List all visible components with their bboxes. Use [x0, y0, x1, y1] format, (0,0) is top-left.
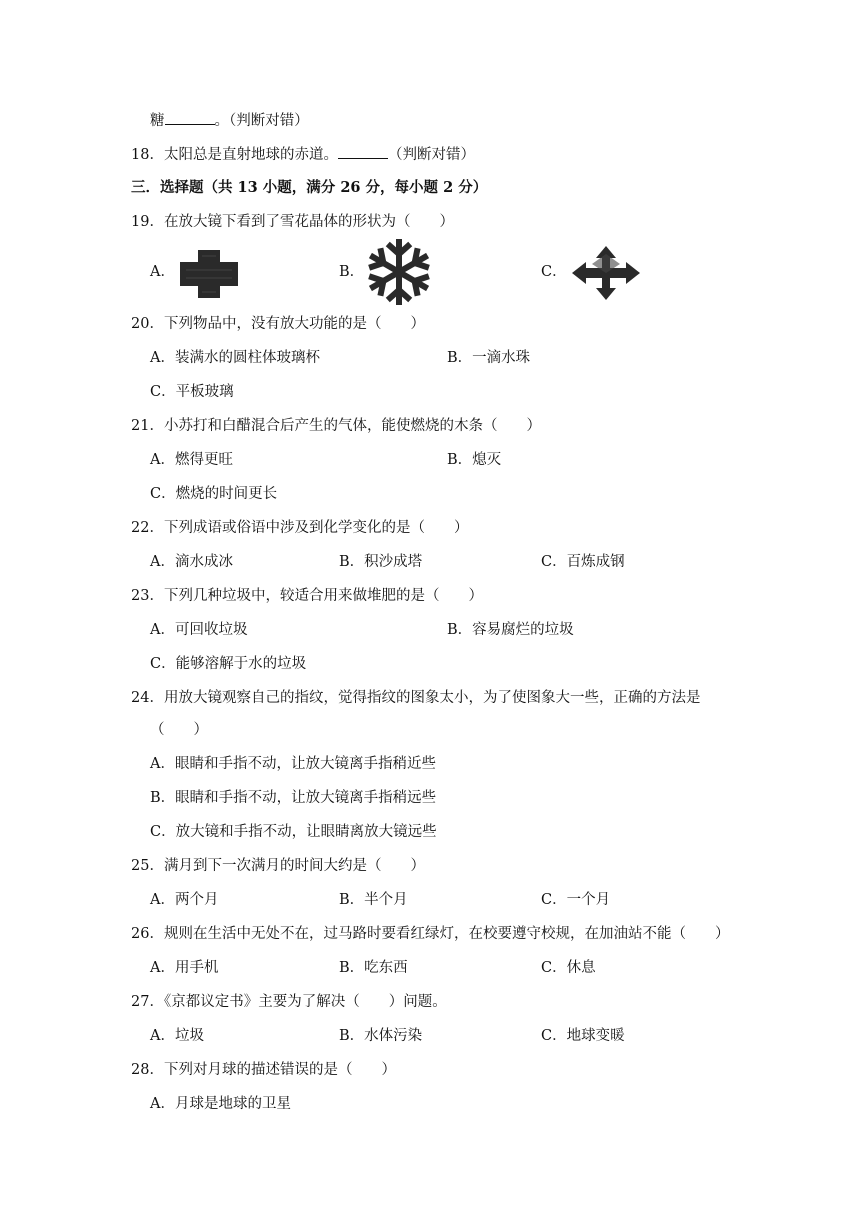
q26-option-b[interactable]: B．吃东西: [339, 960, 408, 976]
section-heading: 三．选择题（共 13 小题，满分 26 分，每小题 2 分）: [131, 179, 488, 196]
q19-option-a-label[interactable]: A．: [150, 264, 175, 280]
question-24: 24．用放大镜观察自己的指纹，觉得指纹的图象太小，为了使图象大一些，正确的方法是: [131, 690, 701, 706]
q21-option-b[interactable]: B．熄灭: [447, 452, 502, 468]
question-24-paren: （ ）: [150, 722, 208, 738]
q24-option-b[interactable]: B．眼睛和手指不动，让放大镜离手指稍远些: [150, 790, 437, 806]
q21-option-a[interactable]: A．燃得更旺: [150, 452, 233, 468]
q23-option-a[interactable]: A．可回收垃圾: [150, 622, 248, 638]
question-23: 23．下列几种垃圾中，较适合用来做堆肥的是（ ）: [131, 588, 483, 604]
q22-option-b[interactable]: B．积沙成塔: [339, 554, 423, 570]
question-21: 21．小苏打和白醋混合后产生的气体，能使燃烧的木条（ ）: [131, 418, 541, 434]
snowflake-image: [364, 238, 434, 306]
q25-option-b[interactable]: B．半个月: [339, 892, 408, 908]
question-18: [131, 144, 475, 165]
question-19: 19．在放大镜下看到了雪花晶体的形状为（ ）: [131, 214, 454, 230]
answer-blank[interactable]: [165, 110, 215, 125]
q20-option-b[interactable]: B．一滴水珠: [447, 350, 531, 366]
q20-option-c[interactable]: C．平板玻璃: [150, 384, 234, 400]
q22-option-c[interactable]: C．百炼成钢: [541, 554, 625, 570]
q17-continuation: [150, 110, 309, 131]
answer-blank[interactable]: [338, 144, 388, 159]
q18-text-post: （判断对错）: [387, 147, 475, 163]
plus-shaped-crystal-image: [178, 248, 240, 300]
q25-option-a[interactable]: A．两个月: [150, 892, 219, 908]
q24-option-c[interactable]: C．放大镜和手指不动，让眼睛离放大镜远些: [150, 824, 437, 840]
question-22: 22．下列成语或俗语中涉及到化学变化的是（ ）: [131, 520, 469, 536]
q28-option-a[interactable]: A．月球是地球的卫星: [150, 1096, 291, 1112]
question-27: 27．《京都议定书》主要为了解决（ ）问题。: [131, 994, 447, 1010]
q17-text-post: 。（判断对错）: [214, 113, 309, 129]
four-arrow-star-image: [570, 244, 642, 302]
q21-option-c[interactable]: C．燃烧的时间更长: [150, 486, 278, 502]
question-20: 20．下列物品中，没有放大功能的是（ ）: [131, 316, 425, 332]
q24-option-a[interactable]: A．眼睛和手指不动，让放大镜离手指稍近些: [150, 756, 436, 772]
q27-option-b[interactable]: B．水体污染: [339, 1028, 423, 1044]
question-25: 25．满月到下一次满月的时间大约是（ ）: [131, 858, 425, 874]
q19-option-b-label[interactable]: B．: [339, 264, 365, 280]
q27-option-a[interactable]: A．垃圾: [150, 1028, 204, 1044]
q23-option-c[interactable]: C．能够溶解于水的垃圾: [150, 656, 307, 672]
q25-option-c[interactable]: C．一个月: [541, 892, 611, 908]
q18-text-pre: 18．太阳总是直射地球的赤道。: [131, 147, 338, 163]
question-28: 28．下列对月球的描述错误的是（ ）: [131, 1062, 396, 1078]
q17-text-pre: 糖: [150, 113, 165, 129]
q19-option-c-label[interactable]: C．: [541, 264, 567, 280]
q26-option-c[interactable]: C．休息: [541, 960, 596, 976]
q22-option-a[interactable]: A．滴水成冰: [150, 554, 233, 570]
q23-option-b[interactable]: B．容易腐烂的垃圾: [447, 622, 574, 638]
q27-option-c[interactable]: C．地球变暖: [541, 1028, 625, 1044]
q20-option-a[interactable]: A．装满水的圆柱体玻璃杯: [150, 350, 320, 366]
q26-option-a[interactable]: A．用手机: [150, 960, 219, 976]
question-26: 26．规则在生活中无处不在，过马路时要看红绿灯，在校要遵守校规，在加油站不能（ ）: [131, 926, 730, 942]
